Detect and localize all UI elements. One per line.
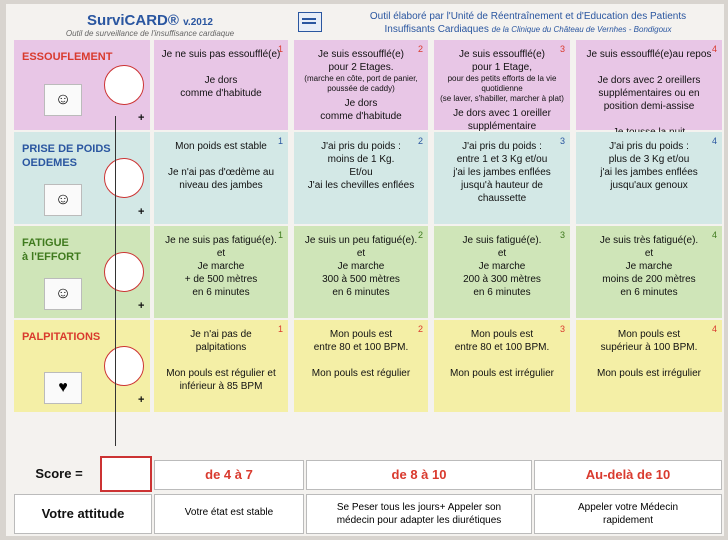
score-range-low: de 4 à 7 [154, 460, 304, 490]
level-detail: pour des petits efforts de la vie quotidienne (se laver, s'habiller, marcher à plat) [440, 74, 564, 103]
level-number: 1 [277, 44, 283, 54]
person-running-icon: ☺ [44, 84, 82, 116]
attitude-label-box: Votre attitude [14, 494, 152, 534]
row-label: FATIGUE à l'EFFORT [22, 237, 81, 263]
row-label-cell [14, 132, 150, 224]
level-cell[interactable] [154, 40, 288, 130]
level-cell[interactable] [294, 320, 428, 412]
level-detail: (marche en côte, port de panier, poussée de caddy) [304, 74, 418, 93]
level-text: Mon pouls est entre 80 et 100 BPM. Mon pouls est irrégulier [450, 329, 554, 379]
symptom-row [14, 40, 722, 130]
level-text: J'ai pris du poids : plus de 3 Kg et/ou j'ai les jambes enflées jusqu'aux genoux [600, 141, 698, 191]
level-cell[interactable] [576, 132, 722, 224]
plus-sign: + [138, 206, 145, 218]
level-text: Mon pouls est supérieur à 100 BPM. Mon pouls est irrégulier [597, 329, 701, 379]
score-row [14, 456, 722, 492]
row-label-cell [14, 40, 150, 130]
score-circle[interactable] [104, 252, 144, 292]
plus-sign: + [138, 112, 145, 124]
level-cell[interactable] [294, 40, 428, 130]
level-text-2: Je dors avec 1 oreiller supplémentaire [453, 108, 551, 132]
score-label: Score = [35, 466, 83, 481]
scale-line [115, 116, 116, 446]
level-text: Je n'ai pas de palpitations Mon pouls est régulier et inférieur à 85 BPM [166, 329, 276, 392]
level-number: 1 [277, 324, 283, 334]
score-range-mid: de 8 à 10 [306, 460, 532, 490]
level-cell[interactable] [154, 320, 288, 412]
level-cell[interactable] [294, 132, 428, 224]
level-text: Je suis essoufflé(e)au repos Je dors avec 2 oreillers supplémentaires ou en position demi-assise [586, 49, 712, 112]
score-circle[interactable] [104, 65, 144, 105]
row-label: PRISE DE POIDS OEDEMES [22, 143, 111, 169]
level-number: 4 [711, 44, 717, 54]
level-cell[interactable] [434, 132, 570, 224]
person-scale-icon: ☺ [44, 184, 82, 216]
organization-block [332, 10, 724, 36]
score-range-high: Au-delà de 10 [534, 460, 722, 490]
level-cell[interactable] [576, 40, 722, 130]
level-text: Je ne suis pas essoufflé(e) Je dors comme d'habitude [161, 49, 281, 99]
level-cell[interactable] [434, 320, 570, 412]
tired-person-icon: ☺ [44, 278, 82, 310]
attitude-call: Appeler votre Médecin rapidement [534, 494, 722, 534]
symptom-row [14, 320, 722, 412]
tagline: Outil de surveillance de l'insuffisance cardiaque [65, 29, 235, 38]
level-number: 4 [711, 136, 717, 146]
level-text: Je suis très fatigué(e). et Je marche moins de 200 mètres en 6 minutes [599, 235, 699, 298]
level-cell[interactable] [154, 132, 288, 224]
plus-sign: + [138, 300, 145, 312]
level-text: J'ai pris du poids : moins de 1 Kg. Et/ou J'ai les chevilles enflées [307, 141, 415, 191]
symptom-row [14, 226, 722, 318]
level-number: 3 [559, 136, 565, 146]
brand-title: SurviCARD® v.2012 [87, 12, 213, 29]
level-number: 2 [417, 324, 423, 334]
level-number: 3 [559, 230, 565, 240]
level-cell[interactable] [576, 226, 722, 318]
level-text: Je suis fatigué(e). et Je marche 200 à 300 mètres en 6 minutes [462, 235, 542, 298]
row-label: ESSOUFLEMENT [22, 51, 113, 63]
level-text: Je suis essoufflé(e) pour 1 Etage, [459, 49, 545, 73]
level-number: 2 [417, 136, 423, 146]
level-text: Mon pouls est entre 80 et 100 BPM. Mon pouls est régulier [311, 329, 411, 379]
score-circle[interactable] [104, 158, 144, 198]
org-line-2: Insuffisants Cardiaques de la Clinique du Château de Vernhes - Bondigoux [384, 24, 672, 35]
level-number: 4 [711, 230, 717, 240]
level-text: Je ne suis pas fatigué(e). et Je marche + de 500 mètres en 6 minutes [165, 235, 277, 298]
clinic-logo-icon [298, 12, 322, 32]
score-circle[interactable] [104, 346, 144, 386]
level-number: 3 [559, 324, 565, 334]
level-number: 3 [559, 44, 565, 54]
level-cell[interactable] [434, 226, 570, 318]
symptom-row [14, 132, 722, 224]
row-label-cell [14, 226, 150, 318]
attitude-stable: Votre état est stable [154, 494, 304, 534]
org-line-1: Outil élaboré par l'Unité de Réentraînement et d'Education des Patients [369, 11, 687, 22]
level-cell[interactable] [576, 320, 722, 412]
level-number: 4 [711, 324, 717, 334]
attitude-row [14, 494, 722, 534]
brand-block [16, 8, 284, 42]
attitude-weigh: Se Peser tous les jours+ Appeler son médecin pour adapter les diurétiques [306, 494, 532, 534]
level-text: Mon poids est stable Je n'ai pas d'œdème au niveau des jambes [167, 141, 275, 191]
level-text: Je suis un peu fatigué(e). et Je marche 300 à 500 mètres en 6 minutes [304, 235, 418, 298]
survicard-board [6, 4, 724, 536]
score-input[interactable] [100, 456, 152, 492]
row-label-cell [14, 320, 150, 412]
level-number: 2 [417, 230, 423, 240]
level-text: J'ai pris du poids : entre 1 et 3 Kg et/ou j'ai les jambes enflées jusqu'à hauteur de chaussette [453, 141, 551, 204]
level-number: 1 [277, 230, 283, 240]
level-number: 2 [417, 44, 423, 54]
level-cell[interactable] [434, 40, 570, 130]
level-cell[interactable] [294, 226, 428, 318]
pulse-monitor-icon: ♥ [44, 372, 82, 404]
level-text: Je suis essoufflé(e) pour 2 Etages. [318, 49, 404, 73]
plus-sign: + [138, 394, 145, 406]
row-label: PALPITATIONS [22, 331, 101, 343]
level-number: 1 [277, 136, 283, 146]
level-cell[interactable] [154, 226, 288, 318]
level-text-2: Je dors comme d'habitude [320, 98, 402, 122]
